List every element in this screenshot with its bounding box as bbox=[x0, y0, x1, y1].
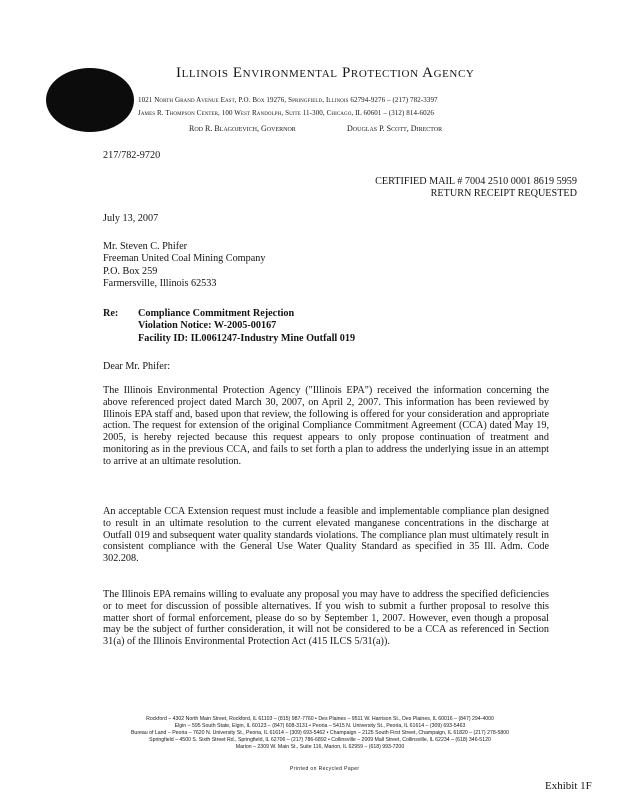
salutation: Dear Mr. Phifer: bbox=[103, 361, 171, 372]
footer-line-4: Springfield – 4500 S. Sixth Street Rd., Springfield, IL 62706 – (217) 786-6892 • Collinsville – 2009 Mall Street, Collinsville, IL 62234 – (618) 346-5120 bbox=[149, 737, 491, 743]
return-receipt: RETURN RECEIPT REQUESTED bbox=[430, 188, 577, 199]
footer-line-1: Rockford – 4302 North Main Street, Rockford, IL 61103 – (815) 987-7760 • Des Plaines – 9511 W. Harrison St., Des Plaines, IL 60016 – (847) 294-4000 bbox=[146, 716, 494, 722]
recipient-name: Mr. Steven C. Phifer bbox=[103, 241, 188, 252]
address-line-1: 1021 North Grand Avenue East, P.O. Box 19276, Springfield, Illinois 62794-9276 – (217) 782-3397 bbox=[138, 96, 438, 104]
letter-date: July 13, 2007 bbox=[103, 213, 159, 224]
footer-line-2: Elgin – 595 South State, Elgin, IL 60123 – (847) 608-3131 • Peoria – 5415 N. University St., Peoria, IL 61614 – (309) 693-5463 bbox=[174, 723, 466, 729]
recycled-paper-note: Printed on Recycled Paper bbox=[290, 766, 360, 772]
footer-line-3: Bureau of Land – Peoria – 7620 N. University St., Peoria, IL 61614 – (309) 693-5462 • Champaign – 2125 South First Street, Champaign, IL 61820 – (217) 278-5800 bbox=[130, 730, 510, 736]
recipient-po-box: P.O. Box 259 bbox=[103, 266, 158, 277]
re-line-2: Violation Notice: W-2005-00167 bbox=[138, 320, 277, 331]
agency-logo bbox=[46, 68, 134, 132]
recipient-company: Freeman United Coal Mining Company bbox=[103, 253, 266, 264]
director: Douglas P. Scott, Director bbox=[347, 124, 443, 133]
exhibit-label: Exhibit 1F bbox=[545, 780, 592, 792]
governor: Rod R. Blagojevich, Governor bbox=[189, 124, 296, 133]
body-paragraph-1: The Illinois Environmental Protection Agency ("Illinois EPA") received the information concerning the above referenced project dated March 30, 2007, on April 2, 2007. This information has been reviewed by Illinois EPA staff and, based upon that review, the following is offered for your consideration and appropriate action. The request for extension of the original Compliance Commitment Agreement (CCA) dated May 19, 2005, is hereby rejected because this request appears to only propose continuation of treatment and monitoring as in the previous CCA, and fails to set forth a plan to address the underlying issue in an attempt to arrive at an ultimate resolution. bbox=[103, 385, 549, 467]
re-line-1: Compliance Commitment Rejection bbox=[138, 308, 295, 319]
re-line-3: Facility ID: IL0061247-Industry Mine Outfall 019 bbox=[138, 333, 356, 344]
address-line-2: James R. Thompson Center, 100 West Randolph, Suite 11-300, Chicago, IL 60601 – (312) 814-6026 bbox=[138, 109, 434, 117]
footer-line-5: Marion – 2309 W. Main St., Suite 116, Marion, IL 62959 – (618) 993-7200 bbox=[235, 744, 405, 750]
re-label: Re: bbox=[103, 308, 119, 319]
recipient-city: Farmersville, Illinois 62533 bbox=[103, 278, 217, 289]
body-paragraph-3: The Illinois EPA remains willing to evaluate any proposal you may have to address the specified deficiencies or to meet for discussion of possible alternatives. If you wish to submit a further proposal to resolve this matter short of formal enforcement, please do so by September 1, 2007. However, even though a proposal may be the subject of further consideration, it will not be considered to be a CCA as referenced in Section 31(a) of the Illinois Environmental Protection Act (415 ILCS 5/31(a)). bbox=[103, 589, 549, 648]
phone-number: 217/782-9720 bbox=[103, 150, 161, 161]
body-paragraph-2: An acceptable CCA Extension request must include a feasible and implementable compliance plan designed to result in an ultimate resolution to the current elevated manganese concentrations in the discharge at Outfall 019 and subsequent water quality standards violations. The compliance plan must ultimately result in consistent compliance with the General Use Water Quality Standard as specified in 35 Ill. Adm. Code 302.208. bbox=[103, 506, 549, 565]
certified-mail: CERTIFIED MAIL # 7004 2510 0001 8619 5959 bbox=[375, 176, 577, 187]
agency-name: Illinois Environmental Protection Agency bbox=[176, 65, 475, 81]
